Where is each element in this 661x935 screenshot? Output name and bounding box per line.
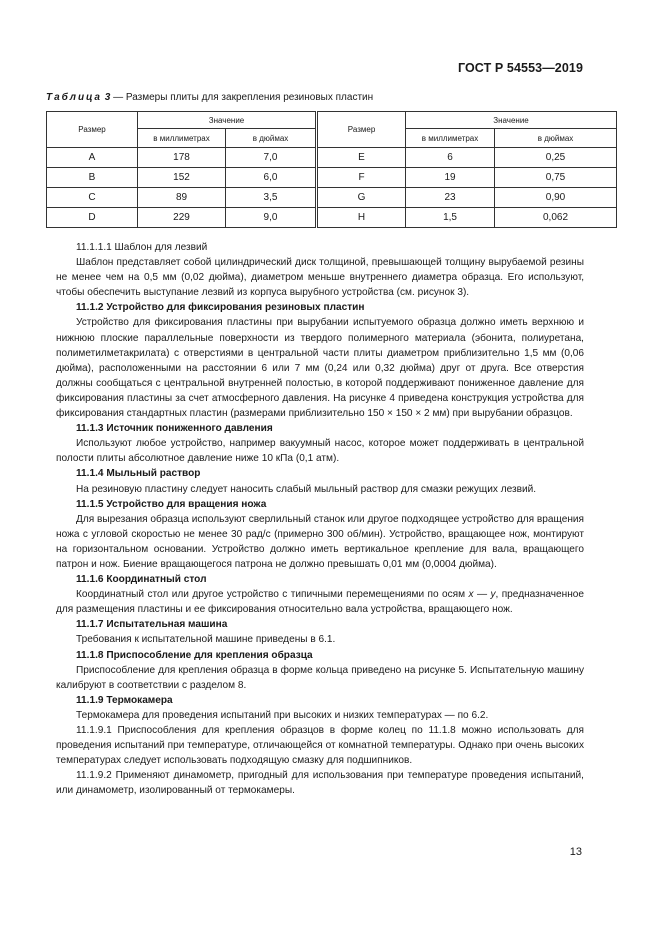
section-1118-body: Приспособление для крепления образца в форме кольца приведено на рисунке 5. Испытательную машину калибруют в соответствии с разделом 8. [56,664,584,691]
section-11191-body: 11.1.9.1 Приспособления для крепления образцов в форме колец по 11.1.8 можно использовать для проведения испытаний при температуре, отличающейся от комнатной температуры. Однако при очень высоких температурах следует использовать подходящую смазку для подшипников. [56,725,584,767]
body-text: , предназначенное для размещения пластины и ее фиксирования относительно вала устройства, вращающего нож. [56,589,584,616]
cell-size: C [47,188,138,208]
section-1112-heading [56,300,584,315]
section-1114-heading [56,466,584,481]
section-title: Термокамера [106,694,173,706]
section-1115-body: Для вырезания образца используют сверлильный станок или другое подходящее устройство для вращения ножа с угловой скоростью не менее 30 рад/с (примерно 300 об/мин). Устройство, вращающее нож, монтируют на горизонтальном основании. Устройство должно иметь вертикальное крепление для вала, вращающего патрон и нож. Биение вращающегося патрона не должно превышать 0,01 мм (0,0004 дюйма). [56,513,584,570]
section-number: 11.1.2 [76,302,104,314]
cell-mm: 178 [138,148,226,168]
section-number: 11.1.9 [76,694,104,706]
section-title: Приспособление для крепления образца [106,649,313,661]
cell-size: B [47,168,138,188]
cell-size: D [47,208,138,228]
section-number: 11.1.3 [76,423,104,435]
section-title: Мыльный раствор [106,468,201,480]
cell-size: G [317,188,406,208]
header-in-right: в дюймах [495,129,617,148]
cell-mm: 1,5 [406,208,495,228]
header-value-left: Значение [138,112,317,129]
section-11111-body: Шаблон представляет собой цилиндрический диск толщиной, превышающей толщину вырубаемой резины не менее чем на 0,5 мм (0,02 дюйма), диаметром меньше внутреннего диаметра образца. Его используют, чтобы обеспечить выступание лезвий из корпуса вырубного устройства (см. рисунок 3). [56,257,584,299]
header-value-right: Значение [406,112,617,129]
section-number: 11.1.6 [76,574,104,586]
table-caption-word: Таблица [46,92,102,103]
section-1116-heading [56,572,584,587]
section-1117-body: Требования к испытательной машине приведены в 6.1. [76,634,336,646]
table-caption-number: 3 [104,92,111,103]
header-mm-left: в миллиметрах [138,129,226,148]
section-1114-body: На резиновую пластину следует наносить слабый мыльный раствор для смазки режущих лезвий. [76,483,537,495]
section-title: Устройство для вращения ножа [106,498,267,510]
table-row [47,168,617,188]
section-1119-heading [56,693,584,708]
cell-in: 0,062 [495,208,617,228]
cell-in: 3,5 [226,188,317,208]
cell-mm: 229 [138,208,226,228]
cell-mm: 152 [138,168,226,188]
axis-y: y [490,589,496,601]
section-number: 11.1.5 [76,498,104,510]
section-11192-body: 11.1.9.2 Применяют динамометр, пригодный для использования при температуре проведения испытаний, или динамометр, изолированный от термокамеры. [56,770,584,797]
section-1119-body: Термокамера для проведения испытаний при высоких и низких температурах — по 6.2. [76,709,489,721]
cell-size: A [47,148,138,168]
section-11111-heading: 11.1.1.1 Шаблон для лезвий [76,242,208,253]
table-caption [46,92,373,103]
section-title: Координатный стол [106,574,207,586]
section-1118-heading [56,648,584,663]
table-row [47,208,617,228]
cell-mm: 89 [138,188,226,208]
cell-in: 9,0 [226,208,317,228]
document-body [56,240,584,798]
section-title: Испытательная машина [106,619,228,631]
table-header-row [47,112,617,129]
section-number: 11.1.7 [76,619,104,631]
section-1113-heading [56,421,584,436]
section-1116-body [56,587,584,617]
page-number: 13 [569,846,582,858]
cell-in: 6,0 [226,168,317,188]
section-number: 11.1.8 [76,649,104,661]
dash: — [473,589,491,601]
header-size-right: Размер [317,112,406,148]
plate-dimensions-table [46,111,617,228]
cell-mm: 23 [406,188,495,208]
section-1117-heading [56,617,584,632]
cell-size: F [317,168,406,188]
cell-size: E [317,148,406,168]
section-number: 11.1.4 [76,468,104,480]
section-title: Источник пониженного давления [106,423,273,435]
body-text: Координатный стол или другое устройство с типичными перемещениями по осям [76,589,469,601]
section-1112-body: Устройство для фиксирования пластины при вырубании испытуемого образца должно иметь верхнюю и нижнюю плоские параллельные поверхности из твердого полимерного материала (эбонита, полиуретана, полиметилметакрилата) с отверстиями в центральной части плиты диаметром приблизительно 1,5 мм (0,06 дюйма), расположенными на расстоянии 6 или 7 мм (0,24 или 0,32 дюйма) друг от друга. Все отверстия должны сообщаться с центральной внутренней полостью, в которой поддерживают пониженное давление для фиксирования пластины за счет атмосферного давления. На рисунке 4 приведена конструкция устройства для фиксирования стандартных пластин (размерами приблизительно 150 × 150 × 2 мм) при вырубании образцов. [56,317,584,420]
cell-in: 7,0 [226,148,317,168]
cell-in: 0,90 [495,188,617,208]
table-row [47,188,617,208]
header-in-left: в дюймах [226,129,317,148]
table-row [47,148,617,168]
section-1113-body: Используют любое устройство, например вакуумный насос, которое может поддерживать в центральной полости плиты абсолютное давление ниже 10 кПа (0,1 атм). [56,438,584,465]
header-size-left: Размер [47,112,138,148]
header-mm-right: в миллиметрах [406,129,495,148]
section-1115-heading [56,497,584,512]
cell-in: 0,75 [495,168,617,188]
cell-in: 0,25 [495,148,617,168]
cell-size: H [317,208,406,228]
section-title: Устройство для фиксирования резиновых пластин [106,302,365,314]
axis-x: x [468,589,474,601]
cell-mm: 19 [406,168,495,188]
table-caption-text: — Размеры плиты для закрепления резиновых пластин [110,92,374,103]
cell-mm: 6 [406,148,495,168]
standard-designation: ГОСТ Р 54553—2019 [457,61,583,75]
